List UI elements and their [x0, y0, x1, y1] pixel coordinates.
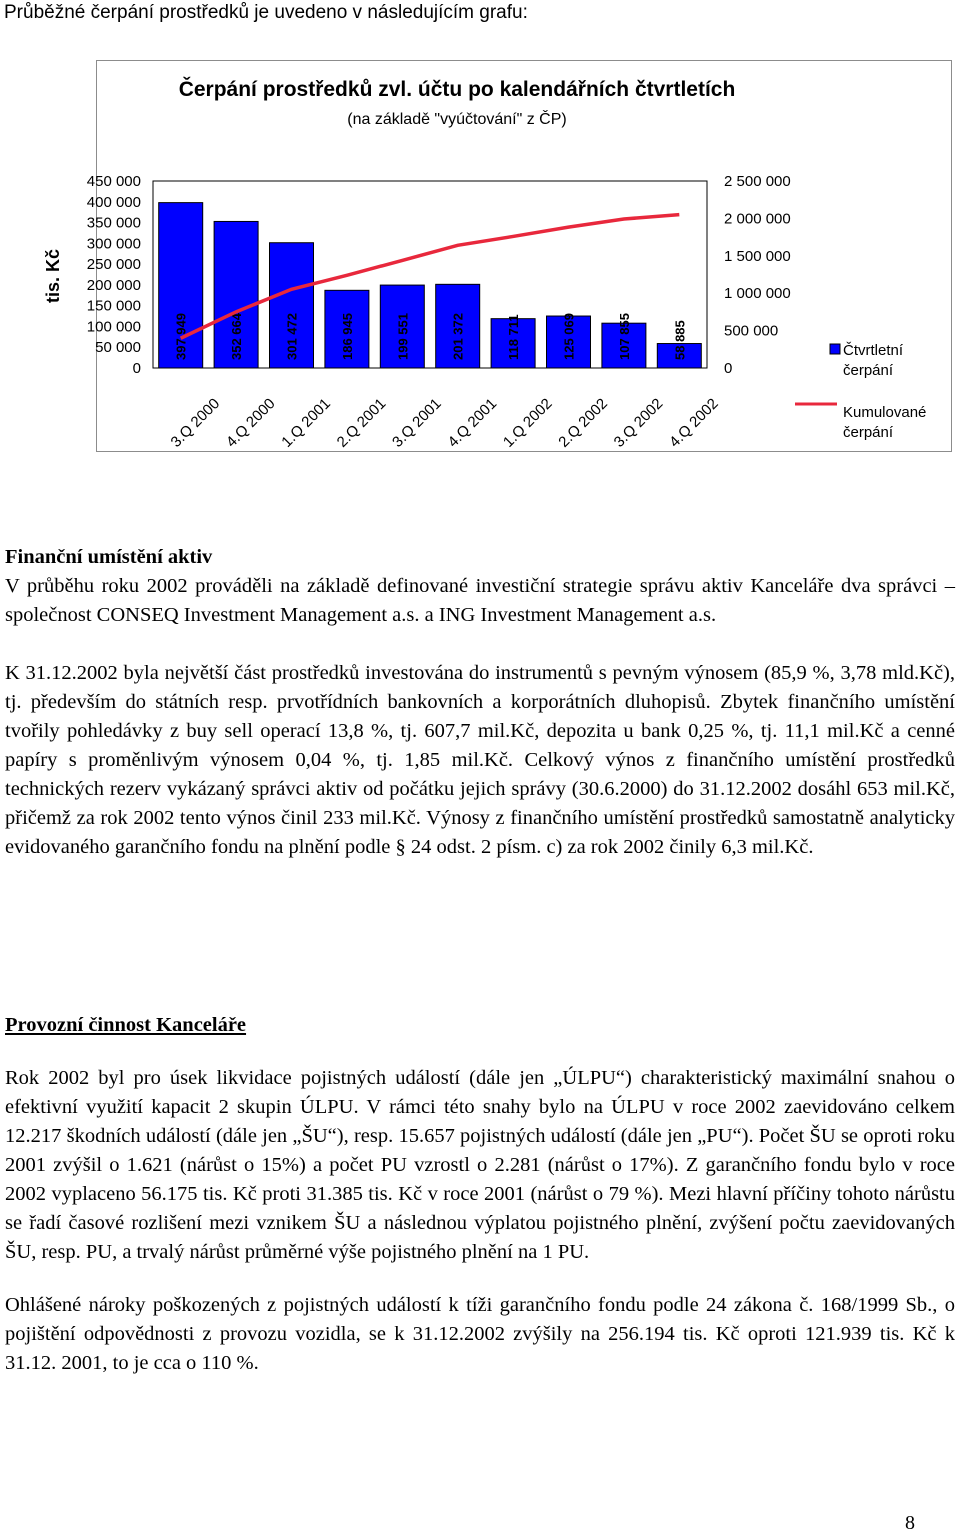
- bar-value-label: 352 664: [229, 313, 245, 360]
- legend-label-bar: Čtvrtletní: [843, 342, 904, 359]
- paragraph: Ohlášené nároky poškozených z pojistných událostí k tíži garančního fondu podle 24 zákona č. 168/1999 Sb., o pojištění odpovědnosti z provozu vozidla, se k 31.12.2002 zvýšily na 256.194 tis. Kč oproti 121.939 tis. Kč k 31.12. 2001, to je cca o 110 %.: [5, 1294, 955, 1374]
- x-tick-label: 3.Q 2001: [389, 395, 445, 451]
- y-tick-label-left: 200 000: [86, 276, 141, 294]
- y-tick-label-left: 150 000: [86, 297, 141, 315]
- drawdown-chart: [43, 61, 953, 453]
- paragraph: K 31.12.2002 byla největší část prostředků investována do instrumentů s pevným výnosem (85,9 %, 3,78 mld.Kč), tj. především do státních resp. prvotřídních bankovních a korporátních dluhopisů. Zbytek finančního umístění tvořily pohledávky z buy sell operací 13,8 %, tj. 607,7 mil.Kč, depozita u bank 0,25 %, tj. 11,1 mil.Kč a cenné papíry s proměnlivým výnosem 0,04 %, tj. 1,85 mil.Kč. Celkový výnos z finančního umístění prostředků technických rezerv vykázaný správci aktiv od počátku jejich správy (30.6.2000) do 31.12.2002 dosáhl 653 mil.Kč, přičemž za rok 2002 tento výnos činil 233 mil.Kč. Výnosy z finančního umístění prostředků samostatně analyticky evidovaného garančního fondu na plnění podle § 24 odst. 2 písm. c) za rok 2002 činily 6,3 mil.Kč.: [5, 662, 955, 858]
- bar-value-label: 397 949: [173, 313, 189, 360]
- bar-value-label: 186 945: [339, 313, 355, 360]
- paragraph: V průběhu roku 2002 prováděli na základě definované investiční strategie správu aktiv Kanceláře dva správci – společnost CONSEQ Investment Management a.s. a ING Investment Management a.s.: [5, 575, 955, 626]
- x-tick-label: 4.Q 2002: [666, 395, 722, 451]
- section-heading: Finanční umístění aktiv: [5, 546, 213, 568]
- y-tick-label-right: 1 500 000: [724, 247, 791, 265]
- legend-label-bar: čerpání: [843, 362, 894, 379]
- y-tick-label-left: 300 000: [86, 235, 141, 253]
- legend-swatch-bar: [830, 344, 840, 354]
- chart-subtitle: (na základě "vyúčtování" z ČP): [347, 111, 567, 128]
- y-tick-label-left: 0: [132, 360, 141, 377]
- legend-label-line: čerpání: [843, 424, 894, 441]
- x-tick-label: 2.Q 2002: [555, 395, 611, 451]
- x-tick-label: 2.Q 2001: [333, 395, 390, 451]
- y-tick-label-right: 500 000: [724, 322, 779, 340]
- y-tick-label-right: 0: [724, 360, 733, 377]
- x-tick-label: 1.Q 2001: [278, 395, 334, 451]
- y-tick-label-left: 350 000: [86, 214, 141, 232]
- x-tick-label: 3.Q 2000: [167, 395, 224, 451]
- bar-value-label: 201 372: [450, 313, 466, 360]
- y-tick-label-left: 50 000: [95, 339, 141, 357]
- section-heading: Provozní činnost Kanceláře: [5, 1014, 247, 1036]
- y-tick-label-left: 400 000: [86, 193, 141, 211]
- x-tick-label: 4.Q 2000: [222, 395, 279, 451]
- y-tick-label-left: 450 000: [86, 173, 141, 190]
- y-tick-label-left: 250 000: [86, 256, 141, 274]
- bar-value-label: 125 069: [561, 313, 577, 360]
- x-tick-label: 4.Q 2001: [444, 395, 501, 451]
- y-axis-label: tis. Kč: [43, 248, 63, 304]
- chart-frame: [43, 60, 952, 452]
- y-tick-label-left: 100 000: [86, 318, 141, 336]
- y-tick-label-right: 2 500 000: [724, 173, 791, 190]
- section-financial-placement: [5, 543, 955, 862]
- intro-text: Průběžné čerpání prostředků je uvedeno v následujícím grafu:: [4, 2, 528, 23]
- paragraph: Rok 2002 byl pro úsek likvidace pojistných událostí (dále jen „ÚLPU“) charakteristický maximální snahou o efektivní využití kapacit 2 skupin ÚLPU. V rámci této snahy bylo na ÚLPU v roce 2002 zaevidováno celkem 12.217 škodních událostí (dále jen „ŠU“), resp. 15.657 pojistných událostí (dále jen „PU“). Počet ŠU se oproti roku 2001 zvýšil o 1.621 (nárůst o 15%) a počet PU vzrostl o 2.281 (nárůst o 17%). Z garančního fondu bylo v roce 2002 vyplaceno 56.175 tis. Kč proti 31.385 tis. Kč v roce 2001 (nárůst o 79 %). Mezi hlavní příčiny tohoto nárůstu se řadí časové rozlišení mezi vznikem ŠU a následnou výplatou pojistného plnění, zvýšení počtu zaevidovaných ŠU, resp. PU, a trvalý nárůst průměrné výše pojistného plnění na 1 PU.: [5, 1067, 955, 1263]
- y-tick-label-right: 2 000 000: [724, 210, 791, 228]
- x-tick-label: 1.Q 2002: [499, 395, 556, 451]
- section-operations: [5, 1011, 955, 1378]
- bar-value-label: 199 551: [395, 313, 411, 360]
- bar-value-label: 118 711: [506, 314, 522, 360]
- legend-label-line: Kumulované: [843, 404, 927, 421]
- x-tick-label: 3.Q 2002: [610, 395, 667, 451]
- chart-title: Čerpání prostředků zvl. účtu po kalendářních čtvrtletích: [178, 78, 736, 101]
- bar-value-label: 301 472: [284, 313, 300, 360]
- page-number: 8: [905, 1512, 915, 1534]
- bar-value-label: 107 855: [616, 313, 632, 360]
- bar-value-label: 58 885: [672, 320, 688, 360]
- y-tick-label-right: 1 000 000: [724, 285, 791, 303]
